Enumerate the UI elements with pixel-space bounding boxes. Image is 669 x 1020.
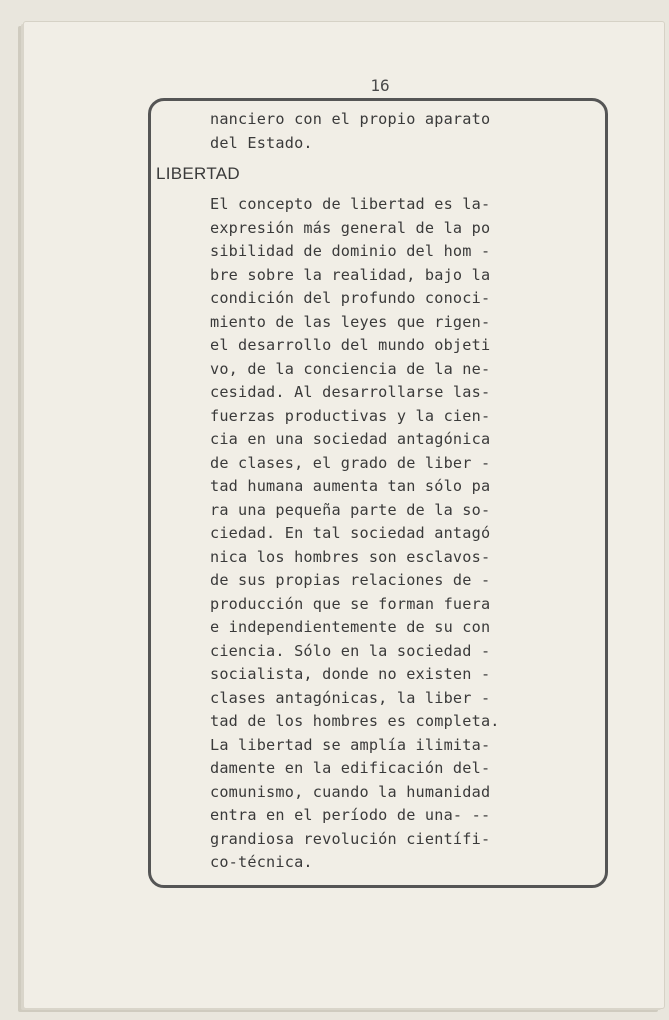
text-line: La libertad se amplía ilimita- [210, 735, 491, 754]
text-line: El concepto de libertad es la- [210, 195, 491, 213]
text-line: ciencia. Sólo en la sociedad - [210, 641, 491, 660]
text-line: vo, de la conciencia de la ne- [210, 359, 491, 378]
text-line: tad de los hombres es completa. [210, 712, 500, 730]
continued-paragraph [210, 108, 600, 155]
text-line: cesidad. Al desarrollarse las- [210, 383, 491, 401]
text-line: nanciero con el propio aparato [210, 110, 491, 128]
text-line: tad humana aumenta tan sólo pa [210, 477, 491, 495]
entry-heading: LIBERTAD [156, 164, 240, 183]
text-line: de clases, el grado de liber - [210, 453, 491, 472]
text-line: fuerzas productivas y la cien- [210, 406, 491, 425]
text-line: de sus propias relaciones de - [210, 571, 491, 589]
text-line: entra en el período de una- -- [210, 806, 491, 824]
text-line: bre sobre la realidad, bajo la [210, 265, 491, 284]
text-line: expresión más general de la po [210, 218, 491, 237]
text-line: cia en una sociedad antagónica [210, 430, 491, 448]
text-line: clases antagónicas, la liber - [210, 688, 491, 707]
text-line: miento de las leyes que rigen- [210, 312, 491, 331]
text-line: producción que se forman fuera [210, 594, 491, 613]
text-line: nica los hombres son esclavos- [210, 547, 491, 566]
text-line: condición del profundo conoci- [210, 289, 491, 307]
text-line: ra una pequeña parte de la so- [210, 500, 491, 519]
text-line: socialista, donde no existen - [210, 665, 491, 683]
text-line: co-técnica. [210, 853, 313, 871]
text-line: comunismo, cuando la humanidad [210, 782, 491, 801]
text-line: ciedad. En tal sociedad antagó [210, 524, 491, 542]
entry-body [210, 193, 600, 875]
text-line: e independientemente de su con [210, 618, 491, 636]
text-line: el desarrollo del mundo objeti [210, 336, 491, 354]
text-line: grandiosa revolución científi- [210, 829, 491, 848]
text-line: sibilidad de dominio del hom - [210, 242, 491, 260]
page-number: 16 [370, 76, 390, 95]
text-line: del Estado. [210, 133, 313, 152]
text-line: damente en la edificación del- [210, 759, 491, 777]
